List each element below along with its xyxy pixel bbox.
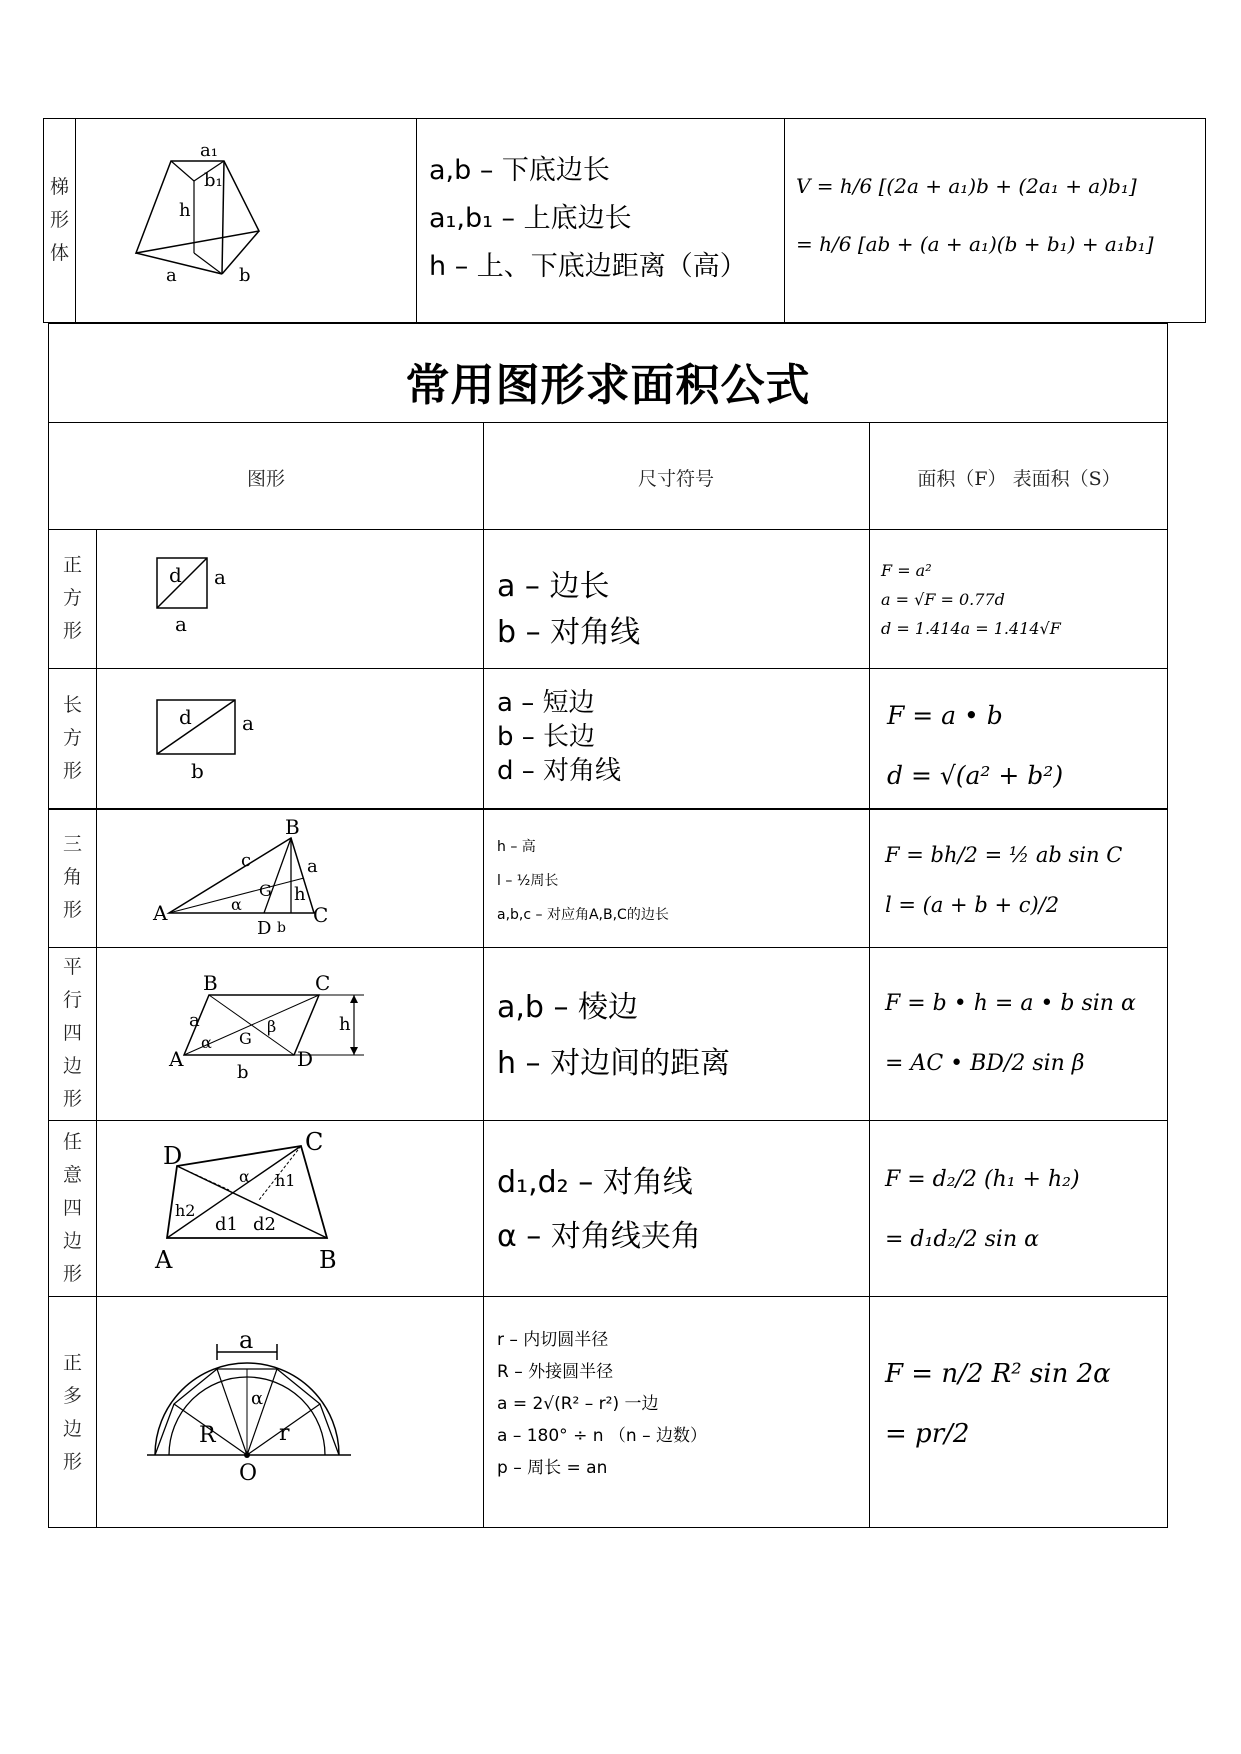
label-b: b xyxy=(239,265,251,286)
height-h1: h1 xyxy=(275,1171,296,1190)
symbol-line: a,b,c – 对应角A,B,C的边长 xyxy=(497,907,669,923)
regular-polygon-figure xyxy=(139,1334,359,1484)
formula-line: F = n/2 R² sin 2α xyxy=(885,1359,1111,1389)
formula-line: d = √(a² + b²) xyxy=(887,761,1064,790)
header-symbols: 尺寸符号 xyxy=(637,468,714,490)
radius-R: R xyxy=(199,1423,216,1448)
center-G: G xyxy=(239,1029,252,1048)
parallelogram-figure xyxy=(149,970,379,1100)
trapezoid-body-symbols xyxy=(429,147,747,291)
formula-line: F = a² xyxy=(881,561,932,580)
label-bottom-b: b xyxy=(191,759,204,783)
row-label-trapezoid-body: 梯 形 体 xyxy=(49,176,69,264)
formula-line: a = √F = 0.77d xyxy=(881,590,1005,609)
side-a: a xyxy=(307,856,318,877)
quadrilateral-symbols xyxy=(497,1156,701,1264)
rectangle-symbols xyxy=(497,686,621,788)
side-a: a xyxy=(189,1010,200,1031)
vertex-C: C xyxy=(315,971,331,995)
symbol-line: a,b – 下底边长 xyxy=(429,155,610,186)
symbol-line: d₁,d₂ – 对角线 xyxy=(497,1165,693,1200)
formula-line: = pr/2 xyxy=(885,1419,970,1449)
angle-alpha: α xyxy=(239,1167,250,1186)
square-formulas xyxy=(881,556,1061,643)
label-side-a: a xyxy=(242,711,254,735)
formula-line: l = (a + b + c)/2 xyxy=(885,893,1060,917)
vertex-B: B xyxy=(319,1246,337,1274)
regular-polygon-symbols xyxy=(497,1324,707,1484)
vertex-D: D xyxy=(257,918,272,939)
angle-alpha: α xyxy=(251,1388,264,1409)
trapezoid-body-formula xyxy=(796,157,1154,273)
formula-line: F = a • b xyxy=(887,701,1003,730)
symbol-line: r – 内切圆半径 xyxy=(497,1330,609,1350)
row-label-parallelogram: 平 行 四 边 形 xyxy=(62,956,82,1110)
row-label-rectangle: 长 方 形 xyxy=(62,693,82,782)
formula-line: F = bh/2 = ½ ab sin C xyxy=(885,843,1123,867)
formula-line: F = d₂/2 (h₁ + h₂) xyxy=(885,1167,1080,1192)
formula-line: = d₁d₂/2 sin α xyxy=(885,1227,1039,1252)
center-O: O xyxy=(239,1461,258,1484)
height-h: h xyxy=(339,1014,351,1035)
vertex-D: D xyxy=(163,1142,183,1170)
vertex-A: A xyxy=(169,1047,184,1071)
symbol-line: a – 短边 xyxy=(497,688,595,718)
symbol-line: a – 180° ÷ n （n – 边数） xyxy=(497,1426,707,1446)
symbol-line: h – 高 xyxy=(497,839,536,855)
rectangle-figure xyxy=(149,690,289,790)
radius-r: r xyxy=(279,1421,290,1446)
parallelogram-formulas xyxy=(885,974,1136,1094)
page-title: 常用图形求面积公式 xyxy=(405,360,811,411)
symbol-line: R – 外接圆半径 xyxy=(497,1362,614,1382)
symbol-line: b – 长边 xyxy=(497,722,596,752)
triangle-symbols xyxy=(497,830,669,932)
angle-alpha: α xyxy=(201,1033,212,1052)
vertex-B: B xyxy=(285,818,300,839)
symbol-line: l – ½周长 xyxy=(497,873,559,889)
diag-d2: d2 xyxy=(253,1214,276,1235)
vertex-C: C xyxy=(305,1130,324,1156)
row-label-quadrilateral: 任 意 四 边 形 xyxy=(62,1130,82,1285)
symbol-line: h – 对边间的距离 xyxy=(497,1046,731,1081)
vertex-C: C xyxy=(313,903,329,927)
side-b: b xyxy=(237,1062,249,1083)
vertex-B: B xyxy=(203,971,218,995)
symbol-line: b – 对角线 xyxy=(497,615,641,650)
square-figure xyxy=(149,554,259,644)
angle-beta: β xyxy=(267,1017,277,1036)
label-h: h xyxy=(179,200,191,221)
quadrilateral-figure xyxy=(149,1130,349,1280)
angle-alpha: α xyxy=(231,895,242,914)
regular-polygon-formulas xyxy=(885,1344,1111,1464)
rectangle-formulas xyxy=(887,686,1063,806)
label-a: a xyxy=(166,265,177,286)
centroid-G: G xyxy=(259,881,272,900)
parallelogram-symbols xyxy=(497,980,730,1092)
label-side-a: a xyxy=(214,565,226,589)
symbol-line: p – 周长 = an xyxy=(497,1458,608,1478)
area-formula-table xyxy=(48,323,1168,1528)
symbol-line: a – 边长 xyxy=(497,569,610,604)
row-label-regular-polygon: 正 多 边 形 xyxy=(62,1351,82,1473)
label-bottom-a: a xyxy=(175,612,187,636)
symbol-line: α – 对角线夹角 xyxy=(497,1219,701,1254)
formula-line: F = b • h = a • b sin α xyxy=(885,991,1136,1016)
label-b1: b₁ xyxy=(204,170,223,191)
vertex-A: A xyxy=(153,901,168,925)
symbol-line: a₁,b₁ – 上底边长 xyxy=(429,203,632,234)
header-figure: 图形 xyxy=(246,468,285,490)
quadrilateral-formulas xyxy=(885,1150,1080,1270)
height-h: h xyxy=(294,884,306,905)
symbol-line: h – 上、下底边距离（高） xyxy=(429,251,747,282)
symbol-line: a,b – 棱边 xyxy=(497,990,639,1025)
side-c: c xyxy=(241,850,252,871)
header-area: 面积（F） 表面积（S） xyxy=(917,468,1121,490)
formula-line: d = 1.414a = 1.414√F xyxy=(881,619,1061,638)
height-h2: h2 xyxy=(175,1201,196,1220)
side-a: a xyxy=(239,1334,254,1354)
square-symbols xyxy=(497,564,640,656)
triangle-figure xyxy=(149,818,329,943)
vertex-A: A xyxy=(155,1246,173,1274)
row-label-triangle: 三 角 形 xyxy=(62,833,82,921)
formula-line: = AC • BD/2 sin β xyxy=(885,1051,1085,1076)
trapezoid-body-table xyxy=(43,118,1206,323)
label-a1: a₁ xyxy=(200,141,218,161)
formula-line: = h/6 [ab + (a + a₁)(b + b₁) + a₁b₁] xyxy=(796,232,1154,256)
vertex-D: D xyxy=(297,1047,314,1071)
label-d: d xyxy=(179,705,192,729)
row-label-square: 正 方 形 xyxy=(62,554,82,642)
diag-d1: d1 xyxy=(215,1214,238,1235)
symbol-line: a = 2√(R² – r²) 一边 xyxy=(497,1394,659,1414)
triangle-formulas xyxy=(885,830,1122,930)
trapezoid-body-figure xyxy=(124,141,324,301)
side-b: b xyxy=(277,920,286,936)
symbol-line: d – 对角线 xyxy=(497,756,622,786)
label-d: d xyxy=(169,563,182,587)
formula-line: V = h/6 [(2a + a₁)b + (2a₁ + a)b₁] xyxy=(796,174,1137,198)
